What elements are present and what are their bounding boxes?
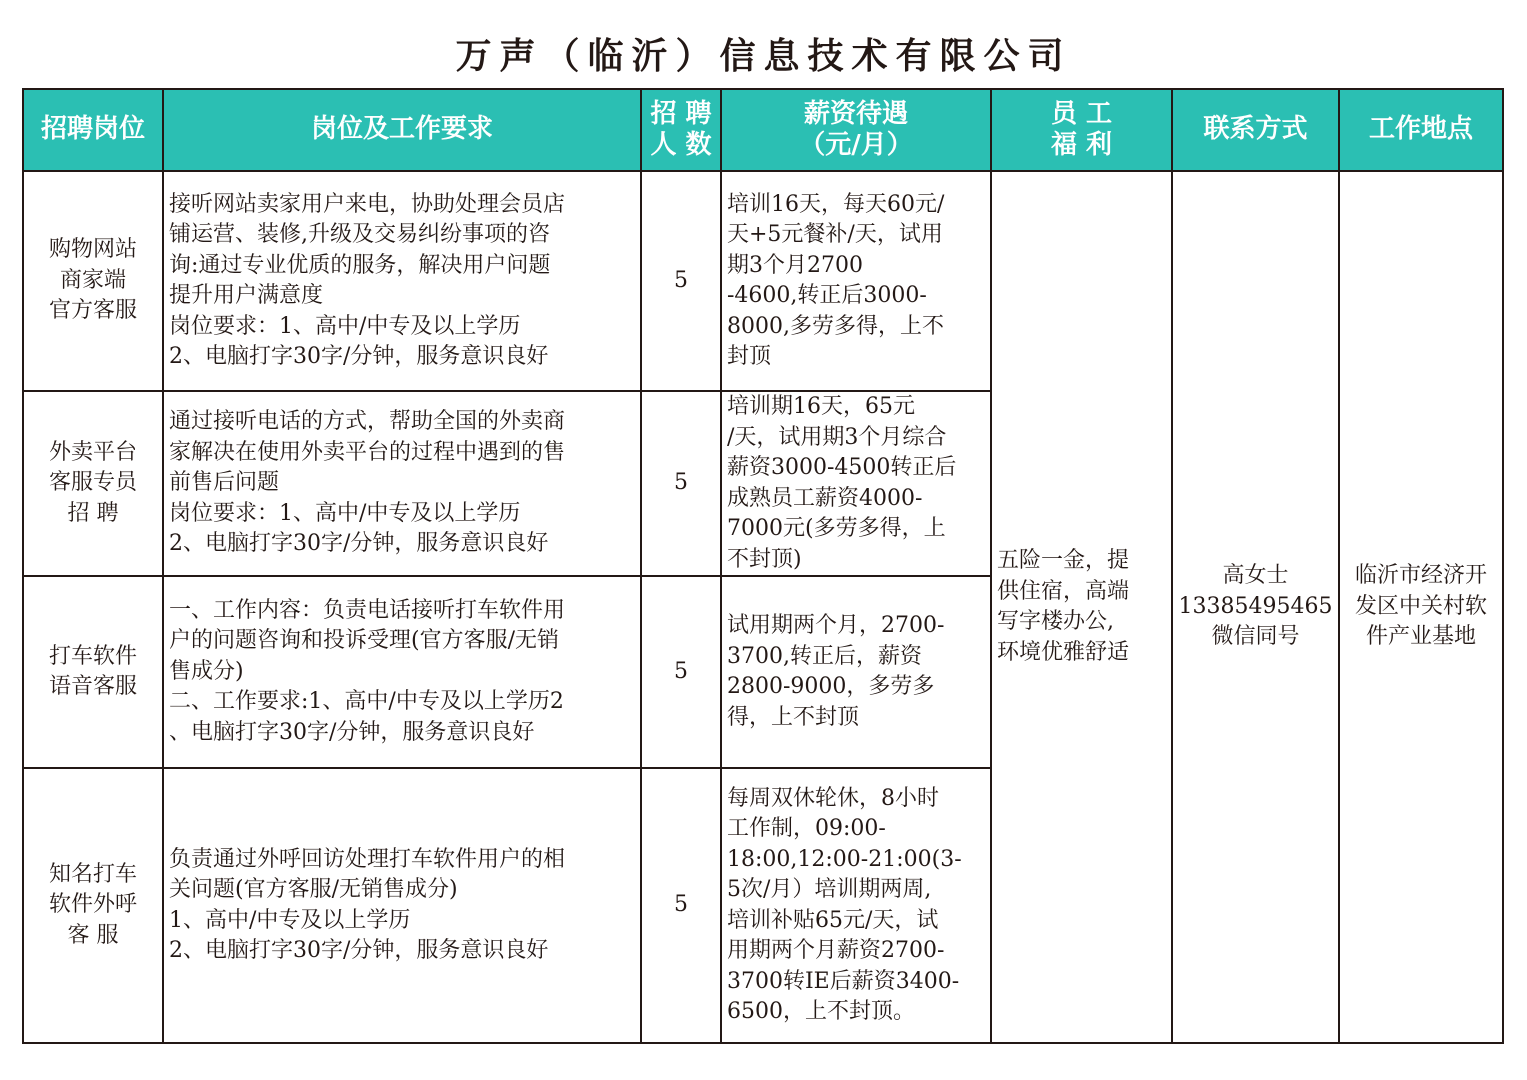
location-cell: 临沂市经济开 发区中关村软 件产业基地: [1339, 171, 1503, 1043]
position-cell: 外卖平台 客服专员 招 聘: [23, 391, 163, 576]
header-row: [23, 89, 1503, 171]
header-headcount: 招 聘 人 数: [641, 89, 721, 171]
header-benefits: 员 工 福 利: [991, 89, 1172, 171]
header-location: 工作地点: [1339, 89, 1503, 171]
position-cell: 打车软件 语音客服: [23, 576, 163, 768]
header-position: 招聘岗位: [23, 89, 163, 171]
headcount-cell: 5: [641, 171, 721, 391]
company-title: 万声（临沂）信息技术有限公司: [455, 36, 1072, 77]
requirements-cell: 通过接听电话的方式，帮助全国的外卖商 家解决在使用外卖平台的过程中遇到的售 前售后问题 岗位要求：1、高中/中专及以上学历 2、电脑打字30字/分钟，服务意识良好: [163, 391, 641, 576]
headcount-cell: 5: [641, 391, 721, 576]
requirements-cell: 接听网站卖家用户来电，协助处理会员店 铺运营、装修,升级及交易纠纷事项的咨 询:通过专业优质的服务，解决用户问题 提升用户满意度 岗位要求：1、高中/中专及以上学历 2、电脑打字30字/分钟，服务意识良好: [163, 171, 641, 391]
salary-cell: 试用期两个月，2700- 3700,转正后，薪资 2800-9000，多劳多 得，上不封顶: [721, 576, 991, 768]
requirements-cell: 负责通过外呼回访处理打车软件用户的相 关问题(官方客服/无销售成分) 1、高中/中专及以上学历 2、电脑打字30字/分钟，服务意识良好: [163, 768, 641, 1043]
header-salary: 薪资待遇 （元/月）: [721, 89, 991, 171]
salary-cell: 培训期16天，65元 /天，试用期3个月综合 薪资3000-4500转正后 成熟员工薪资4000- 7000元(多劳多得，上 不封顶): [721, 391, 991, 576]
contact-cell: 高女士 13385495465 微信同号: [1172, 171, 1339, 1043]
headcount-cell: 5: [641, 768, 721, 1043]
recruitment-table: [22, 88, 1504, 1044]
benefits-cell: 五险一金，提 供住宿，高端 写字楼办公, 环境优雅舒适: [991, 171, 1172, 1043]
position-cell: 知名打车 软件外呼 客 服: [23, 768, 163, 1043]
headcount-cell: 5: [641, 576, 721, 768]
header-requirements: 岗位及工作要求: [163, 89, 641, 171]
salary-cell: 每周双休轮休，8小时 工作制，09:00- 18:00,12:00-21:00(3- 5次/月）培训期两周, 培训补贴65元/天，试 用期两个月薪资2700- 3700转IE后薪资3400- 6500，上不封顶。: [721, 768, 991, 1043]
position-cell: 购物网站 商家端 官方客服: [23, 171, 163, 391]
table-row: [23, 171, 1503, 391]
salary-cell: 培训16天，每天60元/ 天+5元餐补/天，试用 期3个月2700 -4600,转正后3000- 8000,多劳多得，上不 封顶: [721, 171, 991, 391]
header-contact: 联系方式: [1172, 89, 1339, 171]
requirements-cell: 一、工作内容：负责电话接听打车软件用 户的问题咨询和投诉受理(官方客服/无销 售成分) 二、工作要求:1、高中/中专及以上学历2 、电脑打字30字/分钟，服务意识良好: [163, 576, 641, 768]
